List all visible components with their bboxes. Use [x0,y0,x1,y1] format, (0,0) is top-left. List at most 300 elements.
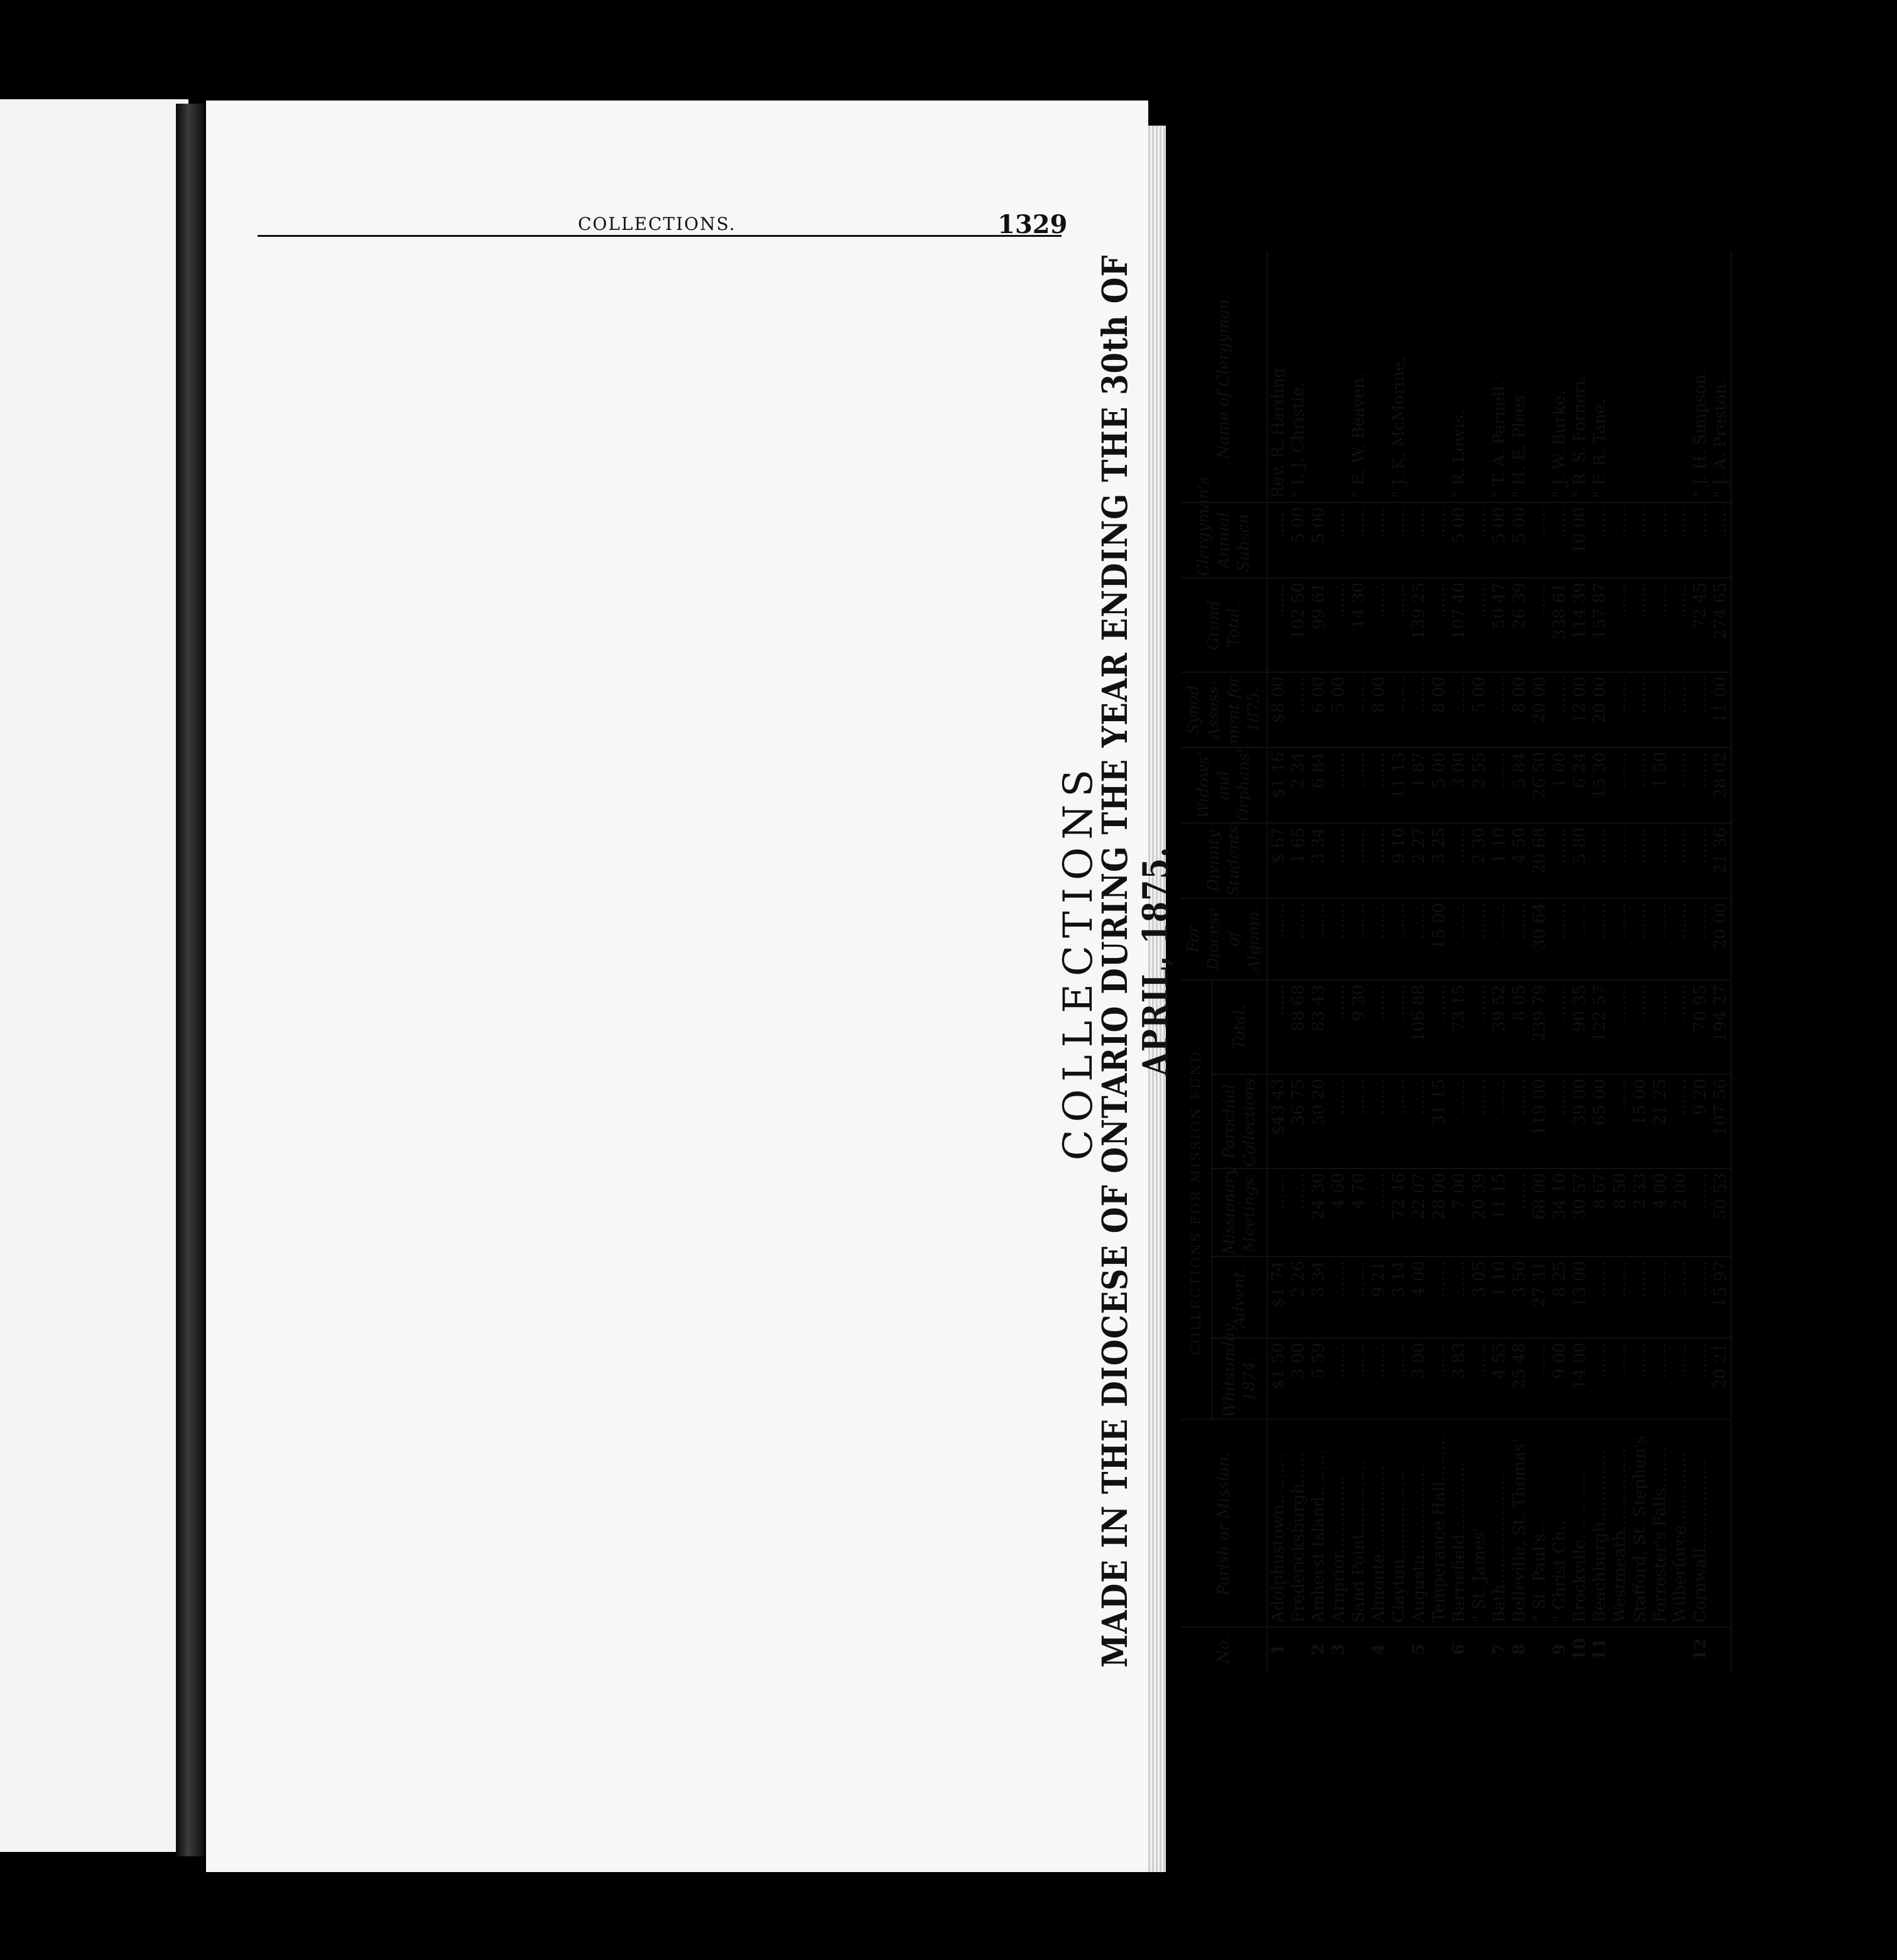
subscription-value: ...... [1630,503,1650,578]
table-row [1690,251,1710,1671]
widows-value: 15 30 [1590,748,1610,823]
divinity-value: ....... [1670,823,1690,898]
mission-total-value: 239 79 [1530,980,1550,1074]
missionary-value: 8 50 [1610,1168,1630,1256]
divinity-value: 20 68 [1530,823,1550,898]
divinity-value: $ 67 [1268,823,1289,898]
table-row [1710,251,1731,1671]
table-row [1550,251,1570,1671]
advent-value: 9 21 [1369,1256,1389,1338]
mission-total-value: ....... [1389,980,1409,1074]
whitsunday-value: ....... [1650,1338,1670,1420]
parish-name: Temperance Hall......... [1429,1420,1449,1627]
widows-value: 6 24 [1570,748,1590,823]
parochial-value: 65 00 [1590,1074,1610,1168]
clergyman-name: " T. A. Parnell. [1489,251,1509,503]
advent-value: 1 10 [1489,1256,1509,1338]
subscription-value: 5 00 [1489,503,1509,578]
synod-value: ....... [1610,672,1630,748]
table-row [1670,251,1690,1671]
clergyman-name: " J. W. Burke. [1550,251,1570,503]
grand-total-value: ....... [1670,578,1690,672]
subscription-value: ...... [1690,503,1710,578]
table-row [1288,251,1308,1671]
widows-value: 5 00 [1429,748,1449,823]
divinity-value: 5 80 [1570,823,1590,898]
row-number: 8 [1510,1643,1529,1655]
algoma-value: ....... [1449,898,1469,980]
col-header-divinity: Divinity Students. [1181,823,1268,898]
grand-total-value: 14 30 [1349,578,1369,672]
whitsunday-value: 3 83 [1449,1338,1469,1420]
advent-value: 15 97 [1710,1256,1731,1338]
missionary-value: 24 30 [1308,1168,1329,1256]
table-row [1409,251,1429,1671]
missionary-value: 28 00 [1429,1168,1449,1256]
parochial-value: 36 75 [1288,1074,1308,1168]
subscription-value: ...... [1530,503,1550,578]
algoma-value: 30 64 [1530,898,1550,980]
grand-total-value: ....... [1530,578,1550,672]
table-row [1650,251,1670,1671]
algoma-value: ....... [1329,898,1349,980]
whitsunday-value: ....... [1530,1338,1550,1420]
grand-total-value: ....... [1369,578,1389,672]
synod-value: ....... [1449,672,1469,748]
widows-value: ....... [1690,748,1710,823]
grand-total-value: ....... [1429,578,1449,672]
table-row [1369,251,1389,1671]
parish-name: Bath..................... [1489,1420,1509,1627]
widows-value: 2 34 [1288,748,1308,823]
whitsunday-value: ....... [1630,1338,1650,1420]
parochial-value: 15 00 [1630,1074,1650,1168]
parish-name: Beachburgh.............. [1590,1420,1610,1627]
whitsunday-value: ....... [1469,1338,1489,1420]
row-number: 11 [1590,1638,1609,1661]
subscription-value: 5 00 [1509,503,1530,578]
col-header-synod: Synod Assess-ment for 1875. [1181,672,1268,748]
synod-value: ....... [1489,672,1509,748]
grand-total-value: 274 65 [1710,578,1731,672]
subscription-value: ...... [1409,503,1429,578]
grand-total-value: 139 25 [1409,578,1429,672]
whitsunday-value: ....... [1590,1338,1610,1420]
parish-name: Westmeath................ [1610,1420,1630,1627]
clergyman-name [1369,251,1389,503]
missionary-value: 20 39 [1469,1168,1489,1256]
algoma-value: ....... [1690,898,1710,980]
table-row [1530,251,1550,1671]
row-number [1710,1627,1731,1671]
divinity-value: ....... [1590,823,1610,898]
grand-total-value: 114 39 [1570,578,1590,672]
col-header-parish: Parish or Mission. [1181,1420,1268,1627]
whitsunday-value: 9 00 [1550,1338,1570,1420]
divinity-value: ....... [1610,823,1630,898]
mission-total-value: 90 35 [1570,980,1590,1074]
subscription-value: ...... [1550,503,1570,578]
grand-total-value: 102 50 [1288,578,1308,672]
parochial-value: ....... [1489,1074,1509,1168]
clergyman-name: " R. S. Forneri. [1570,251,1590,503]
synod-value: ....... [1670,672,1690,748]
parish-name: " Christ Ch.. [1550,1420,1570,1627]
algoma-value: 15 00 [1429,898,1449,980]
clergyman-name [1469,251,1489,503]
synod-value: 8 00 [1369,672,1389,748]
parish-name: Augusta................. [1409,1420,1429,1627]
parochial-value: 50 20 [1308,1074,1329,1168]
row-number: 4 [1369,1643,1388,1655]
parish-name: Almonte................. [1369,1420,1389,1627]
row-number [1389,1627,1409,1671]
missionary-value: 4 00 [1650,1168,1670,1256]
col-header-widows: Widows' and Orphans'. [1181,748,1268,823]
missionary-value: 50 53 [1710,1168,1731,1256]
table-row [1349,251,1369,1671]
subscription-value: ...... [1429,503,1449,578]
clergyman-name [1650,251,1670,503]
widows-value: 11 13 [1389,748,1409,823]
synod-value: ....... [1288,672,1308,748]
parochial-value: 119 00 [1530,1074,1550,1168]
algoma-value: ....... [1369,898,1389,980]
parish-name: Sand Point.............. [1349,1420,1369,1627]
col-header-clergyman: Name of Clergyman. [1181,251,1268,503]
parish-name: Barriefield.............. [1449,1420,1469,1627]
running-header-rule [258,235,1062,237]
parish-name: Wilberforce.............. [1670,1420,1690,1627]
grand-total-value: ....... [1630,578,1650,672]
missionary-value: ....... [1690,1168,1710,1256]
page-number: 1329 [997,210,1068,239]
col-header-total: Total. [1212,980,1268,1074]
widows-value: 3 00 [1449,748,1469,823]
divinity-value: 21 36 [1710,823,1731,898]
parochial-value: $43 43 [1268,1074,1289,1168]
divinity-value: ....... [1449,823,1469,898]
clergyman-name: " R. Lewis. [1449,251,1469,503]
missionary-value: 72 46 [1389,1168,1409,1256]
divinity-value: 2 30 [1469,823,1489,898]
row-number [1630,1627,1650,1671]
advent-value: ....... [1329,1256,1349,1338]
synod-value: 20 00 [1530,672,1550,748]
mission-total-value: ....... [1650,980,1670,1074]
col-header-missionary: Missionary Meetings. [1212,1168,1268,1256]
col-header-algoma: For Diocese of Algoma. [1181,898,1268,980]
mission-total-value: 39 52 [1489,980,1509,1074]
col-header-subscription: Clergyman's Annual Subscn. [1181,503,1268,578]
synod-value: 8 00 [1509,672,1530,748]
divinity-value: 3 25 [1429,823,1449,898]
divinity-value: ....... [1690,823,1710,898]
clergyman-name [1409,251,1429,503]
subscription-value: ...... [1590,503,1610,578]
missionary-value: ....... [1369,1168,1389,1256]
grand-total-value: ....... [1469,578,1489,672]
parochial-value: ....... [1449,1074,1469,1168]
subscription-value: ...... [1710,503,1731,578]
mission-total-value: ....... [1268,980,1289,1074]
grand-total-value: ....... [1389,578,1409,672]
whitsunday-value: ....... [1349,1338,1369,1420]
mission-total-value: 83 43 [1308,980,1329,1074]
table-row [1489,251,1509,1671]
subscription-value: 5 00 [1449,503,1469,578]
parochial-value: ....... [1550,1074,1570,1168]
algoma-value: ....... [1489,898,1509,980]
advent-value: ....... [1429,1256,1449,1338]
widows-value: ....... [1369,748,1389,823]
advent-value: ....... [1349,1256,1369,1338]
divinity-value: ....... [1369,823,1389,898]
page-title: COLLECTIONS [1055,761,1102,1161]
clergyman-name [1308,251,1329,503]
clergyman-name [1429,251,1449,503]
clergyman-name: " I. J. Christie. [1288,251,1308,503]
divinity-value: ....... [1349,823,1369,898]
synod-value: ....... [1349,672,1369,748]
whitsunday-value: 4 55 [1489,1338,1509,1420]
mission-total-value: 70 95 [1690,980,1710,1074]
grand-total-value: 72 45 [1690,578,1710,672]
subscription-value: 5 00 [1288,503,1308,578]
clergyman-name [1329,251,1349,503]
widows-value: ....... [1489,748,1509,823]
whitsunday-value: 3 00 [1409,1338,1429,1420]
clergyman-name [1530,251,1550,503]
advent-value: ....... [1590,1256,1610,1338]
row-number: 12 [1691,1638,1710,1661]
whitsunday-value: 14 00 [1570,1338,1590,1420]
missionary-value: 4 70 [1349,1168,1369,1256]
grand-total-value: 107 40 [1449,578,1469,672]
missionary-value: 68 00 [1530,1168,1550,1256]
row-number: 1 [1269,1643,1288,1655]
widows-value: 28 02 [1710,748,1731,823]
advent-value: ....... [1610,1256,1630,1338]
widows-value: ....... [1329,748,1349,823]
page-subtitle: MADE IN THE DIOCESE OF ONTARIO DURING THE YEAR ENDING THE 30th OF APRIL, 1875. [1095,254,1177,1668]
advent-value: ....... [1630,1256,1650,1338]
row-number [1349,1627,1369,1671]
grand-total-value: 50 47 [1489,578,1509,672]
row-number: 3 [1329,1643,1348,1655]
whitsunday-value: ....... [1670,1338,1690,1420]
mission-total-value: ....... [1369,980,1389,1074]
table-row [1570,251,1590,1671]
divinity-value: 4 50 [1509,823,1530,898]
widows-value: 1 87 [1409,748,1429,823]
col-group-mission-fund: COLLECTIONS FOR MISSION FUND. [1181,980,1212,1420]
mission-total-value: ....... [1670,980,1690,1074]
col-header-no: No. [1181,1627,1268,1671]
rotated-table-block [1055,251,1897,1671]
divinity-value: 2 27 [1409,823,1429,898]
widows-value: ....... [1349,748,1369,823]
row-number: 10 [1570,1638,1589,1661]
subscription-value: ...... [1469,503,1489,578]
widows-value: ....... [1610,748,1630,823]
col-header-parochial: Parochial Collections. [1212,1074,1268,1168]
clergyman-name [1670,251,1690,503]
divinity-value: 1 65 [1288,823,1308,898]
clergyman-name: " H. E. Plees. [1509,251,1530,503]
parochial-value: ....... [1469,1074,1489,1168]
synod-value: ....... [1690,672,1710,748]
parish-name: Cornwall................. [1690,1420,1710,1627]
synod-value: $8 00 [1268,672,1289,748]
parochial-value: 107 56 [1710,1074,1731,1168]
whitsunday-value: ....... [1610,1338,1630,1420]
missionary-value: ....... [1268,1168,1289,1256]
parish-name: Adolphustown.......... [1268,1420,1289,1627]
subscription-value: 5 00 [1308,503,1329,578]
grand-total-value: 99 61 [1308,578,1329,672]
whitsunday-value: 3 00 [1288,1338,1308,1420]
widows-value: 2 55 [1469,748,1489,823]
synod-value: 11 00 [1710,672,1731,748]
missionary-value: 30 57 [1570,1168,1590,1256]
synod-value: ....... [1630,672,1650,748]
parish-name: Forrester's Falls........ [1650,1420,1670,1627]
algoma-value: ....... [1509,898,1530,980]
clergyman-name: " E. W. Beaven. [1349,251,1369,503]
clergyman-name: Rev. R. Harding. [1268,251,1289,503]
parish-name: Brockville.............. [1570,1420,1590,1627]
algoma-value: 20 00 [1710,898,1731,980]
subscription-value: ...... [1610,503,1630,578]
missionary-value: 34 10 [1550,1168,1570,1256]
table-row [1329,251,1349,1671]
algoma-value: ....... [1670,898,1690,980]
mission-total-value: ....... [1630,980,1650,1074]
grand-total-value: ....... [1650,578,1670,672]
whitsunday-value: 5 59 [1308,1338,1329,1420]
missionary-value: ....... [1509,1168,1530,1256]
synod-value: 5 00 [1329,672,1349,748]
widows-value: 1 50 [1650,748,1670,823]
synod-value: 6 00 [1308,672,1329,748]
algoma-value: ....... [1409,898,1429,980]
clergyman-name: " J. A. Preston. [1710,251,1731,503]
mission-total-value: ....... [1610,980,1630,1074]
advent-value: 8 25 [1550,1256,1570,1338]
widows-value: $1 16 [1268,748,1289,823]
parochial-value: ....... [1349,1074,1369,1168]
col-header-grand-total: Grand Total. [1181,578,1268,672]
table-row [1630,251,1650,1671]
book-spine [176,104,204,1856]
missionary-value: 4 60 [1329,1168,1349,1256]
divinity-value: 9 10 [1389,823,1409,898]
missionary-value: 2 33 [1630,1168,1650,1256]
parochial-value: ....... [1409,1074,1429,1168]
synod-value: 12 00 [1570,672,1590,748]
subscription-value: 10 00 [1570,503,1590,578]
table-body [1268,251,1732,1671]
row-number: 9 [1550,1643,1569,1655]
subscription-value: ...... [1268,503,1289,578]
subscription-value: ...... [1650,503,1670,578]
algoma-value: ....... [1308,898,1329,980]
advent-value: ....... [1670,1256,1690,1338]
row-number [1650,1627,1670,1671]
synod-value: ....... [1389,672,1409,748]
widows-value: ....... [1670,748,1690,823]
grand-total-value: 157 87 [1590,578,1610,672]
table-row [1268,251,1289,1671]
table-row [1509,251,1530,1671]
algoma-value: ....... [1349,898,1369,980]
parochial-value: ....... [1329,1074,1349,1168]
advent-value: ....... [1449,1256,1469,1338]
mission-total-value: 88 68 [1288,980,1308,1074]
clergyman-name: " F. R. Tane. [1590,251,1610,503]
grand-total-value: ....... [1610,578,1630,672]
collections-table-wrap [1181,251,1732,1671]
advent-value: $1 74 [1268,1256,1289,1338]
advent-value: ....... [1690,1256,1710,1338]
mission-total-value: ....... [1550,980,1570,1074]
missionary-value: 2 00 [1670,1168,1690,1256]
divinity-value: ....... [1650,823,1670,898]
divinity-value: 1 10 [1489,823,1509,898]
subscription-value: ...... [1670,503,1690,578]
mission-total-value: 73 15 [1449,980,1469,1074]
parish-name: Stafford, St. Stephen's [1630,1420,1650,1627]
parish-name: Clayton................. [1389,1420,1409,1627]
clergyman-name: " J. K. McMorine. [1389,251,1409,503]
missionary-value: 22 07 [1409,1168,1429,1256]
whitsunday-value: 20 21 [1710,1338,1731,1420]
divinity-value: ....... [1550,823,1570,898]
row-number [1670,1627,1690,1671]
algoma-value: ....... [1288,898,1308,980]
row-number [1530,1627,1550,1671]
parish-name: Belleville, St. Thomas' [1509,1420,1530,1627]
whitsunday-value: ....... [1429,1338,1449,1420]
grand-total-value: 338 61 [1550,578,1570,672]
page [206,101,1148,1872]
parish-name: Arnprior............... [1329,1420,1349,1627]
row-number: 2 [1309,1643,1328,1655]
advent-value: 3 05 [1469,1256,1489,1338]
algoma-value: ....... [1389,898,1409,980]
clergyman-name: " J. H. Simpson. [1690,251,1710,503]
parish-name: " St. Paul's.. [1530,1420,1550,1627]
advent-value: 2 26 [1288,1256,1308,1338]
parish-name: Fredericksburgh...... [1288,1420,1308,1627]
facing-page [0,99,188,1852]
parochial-value: 21 25 [1650,1074,1670,1168]
parochial-value: ....... [1610,1074,1630,1168]
table-row [1429,251,1449,1671]
subscription-value: ...... [1349,503,1369,578]
parochial-value: 9 20 [1690,1074,1710,1168]
grand-total-value: ....... [1329,578,1349,672]
grand-total-value: 26 39 [1509,578,1530,672]
parochial-value: ....... [1369,1074,1389,1168]
algoma-value: ....... [1268,898,1289,980]
row-number [1288,1627,1308,1671]
mission-total-value: 194 27 [1710,980,1731,1074]
whitsunday-value: $1 50 [1268,1338,1289,1420]
mission-total-value: ....... [1429,980,1449,1074]
synod-value: 20 00 [1590,672,1610,748]
